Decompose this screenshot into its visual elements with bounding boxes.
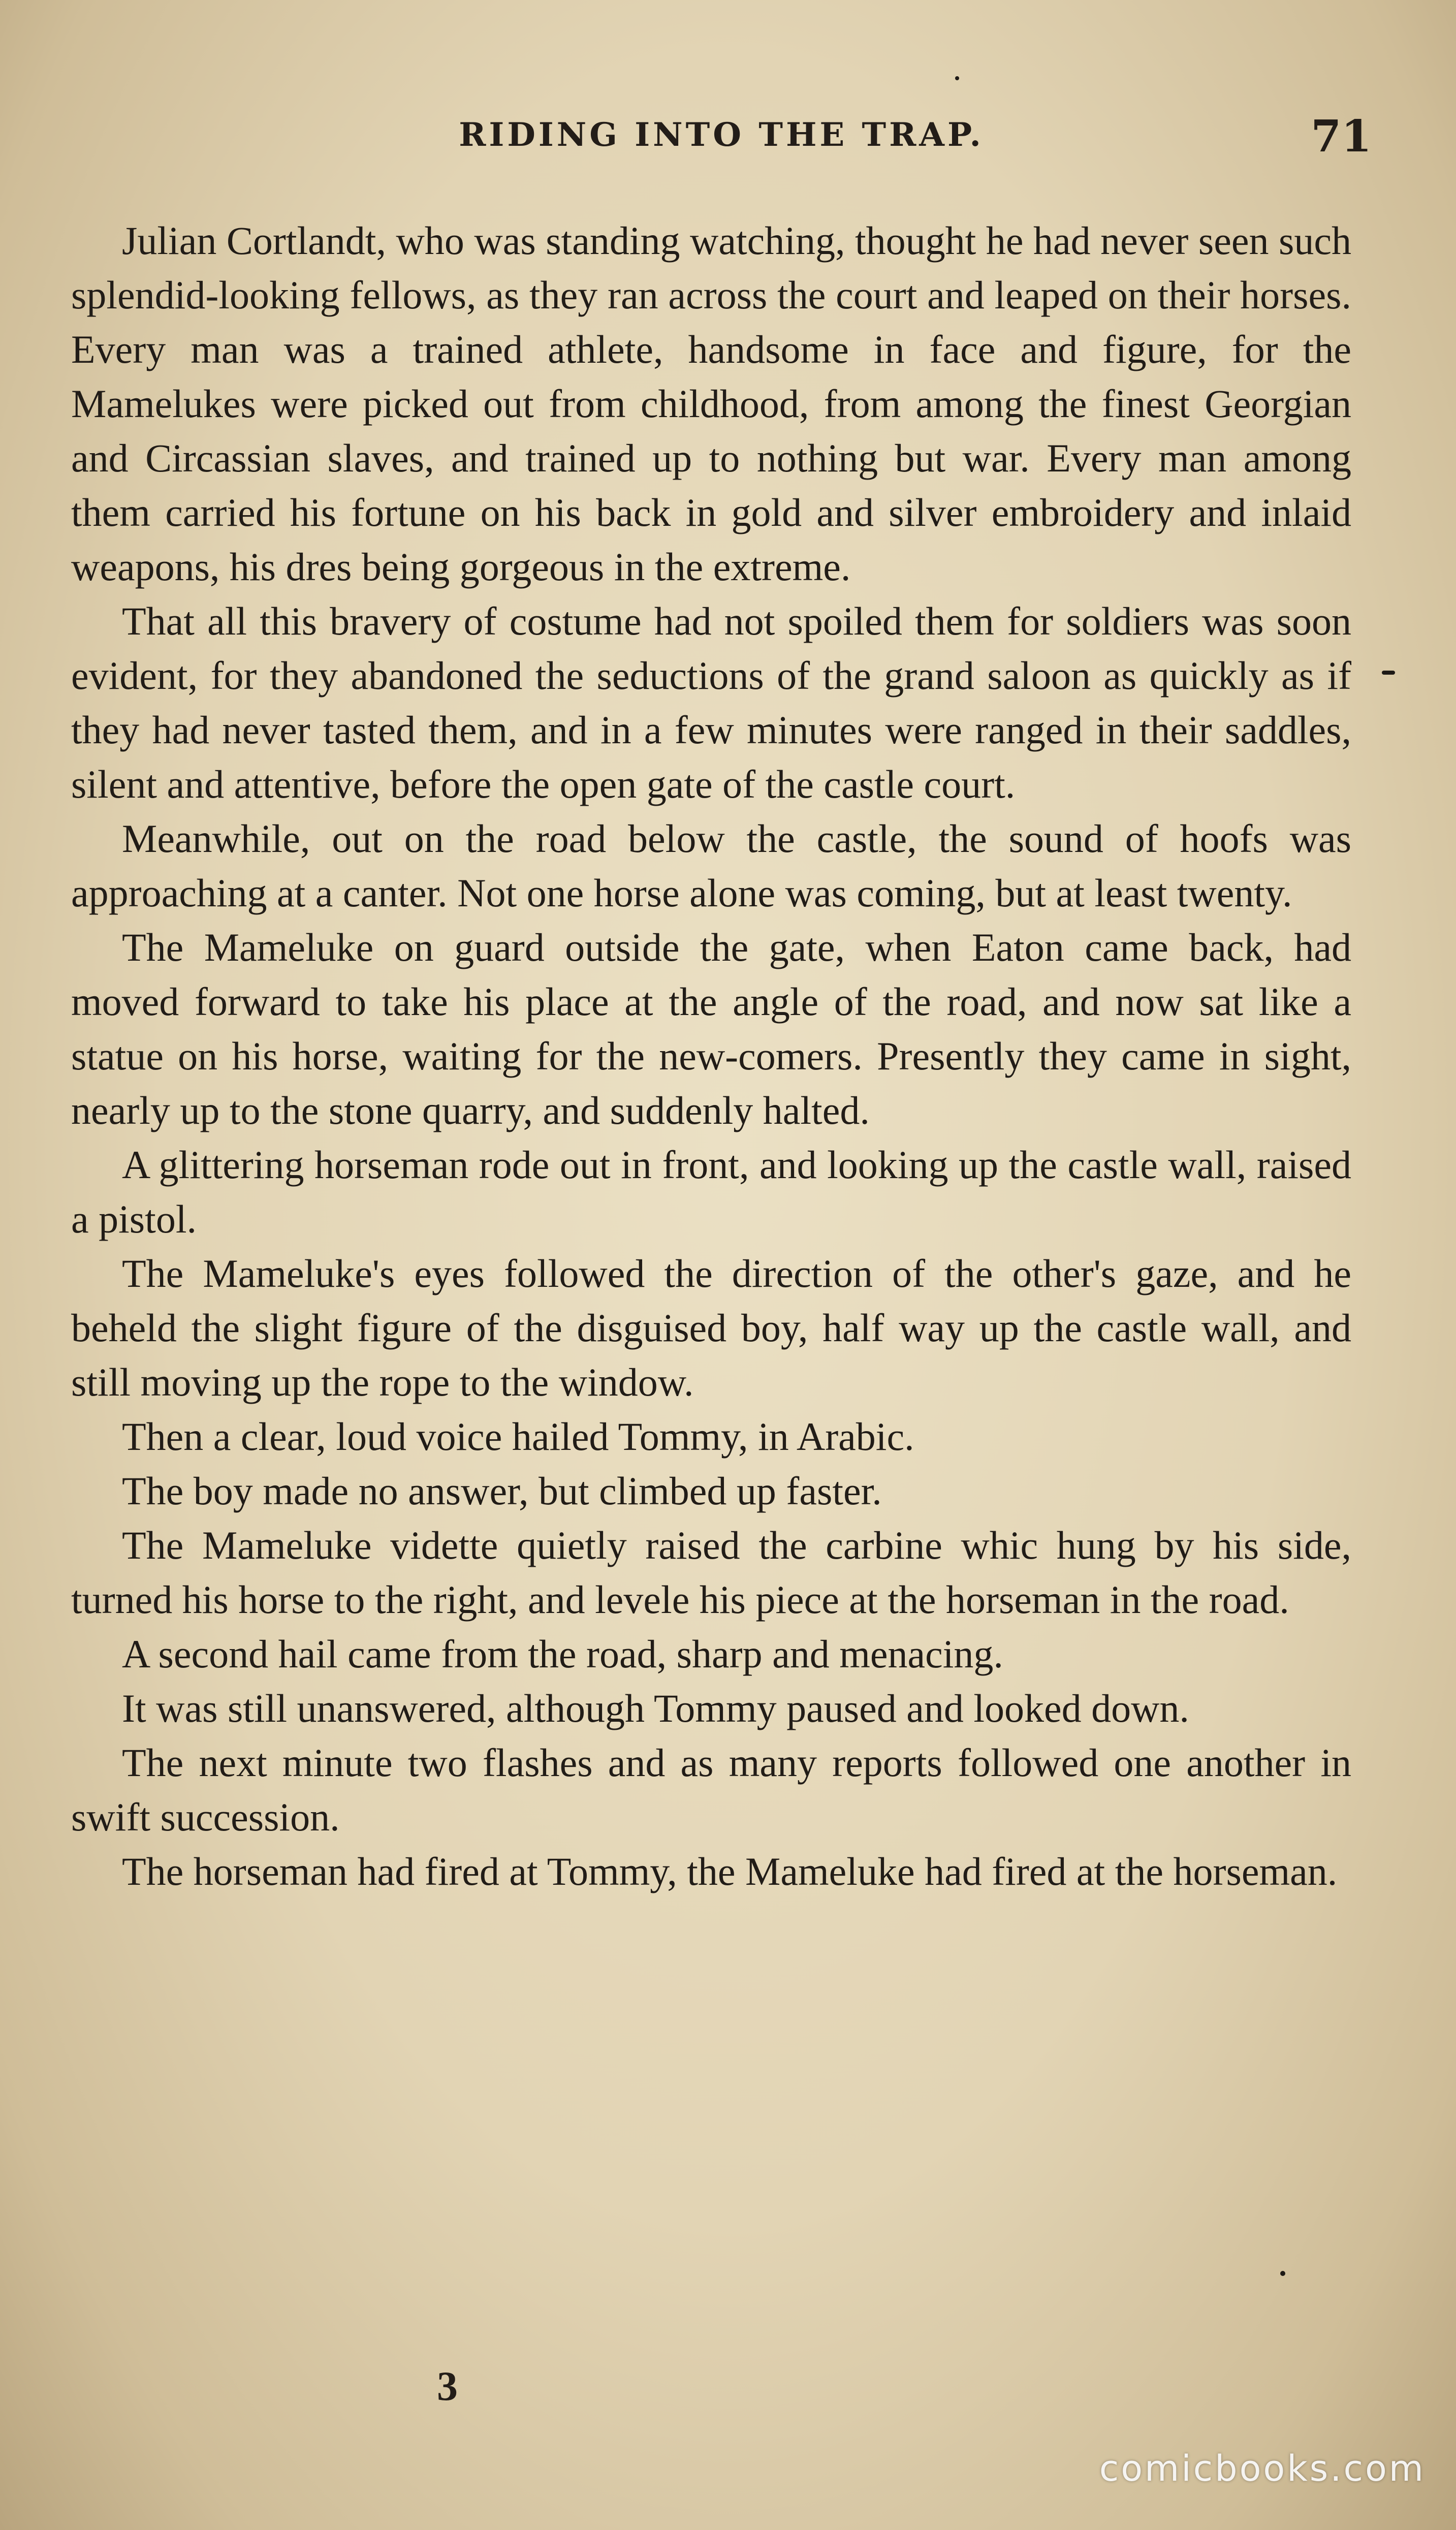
paragraph: Then a clear, loud voice hailed Tommy, in Arabic. <box>122 1414 914 1459</box>
paragraph: Julian Cortlandt, who was standing watching, thought he had never seen such splendid-looking fellows, as they ran across the court and leaped on their horses. Every man was a trained athlete, handsome in face and figure, for the Mamelukes were picked out from childhood, from among the finest Georgian and Circassian slaves, and trained up to nothing but war. Every man among them carried his fortune on his back in gold and silver embroidery and inlaid weapons, his dres being gorgeous in the extreme. <box>71 218 1351 589</box>
ink-fleck <box>1280 2271 1285 2276</box>
paragraph: That all this bravery of costume had not spoiled them for soldiers was soon evident, for they abandoned the seductions of the grand saloon as quickly as if they had never tasted them, and in a few minutes were ranged in their saddles, silent and attentive, before the open gate of the castle court. <box>71 599 1351 806</box>
paragraph: Meanwhile, out on the road below the castle, the sound of hoofs was approaching at a canter. Not one horse alone was coming, but at least twenty. <box>71 816 1351 915</box>
paragraph: The Mameluke vidette quietly raised the carbine whic hung by his side, turned his horse to the right, and levele his piece at the horseman in the road. <box>71 1523 1351 1622</box>
paragraph: The Mameluke on guard outside the gate, when Eaton came back, had moved forward to take his place at the angle of the road, and now sat like a statue on his horse, waiting for the new-comers. Presently they came in sight, nearly up to the stone quarry, and suddenly halted. <box>71 925 1351 1132</box>
paragraph: The Mameluke's eyes followed the direction of the other's gaze, and he beheld the slight figure of the disguised boy, half way up the castle wall, and still moving up the rope to the window. <box>71 1251 1351 1404</box>
paragraph: A glittering horseman rode out in front, and looking up the castle wall, raised a pistol. <box>71 1143 1351 1241</box>
paragraph: A second hail came from the road, sharp and menacing. <box>122 1632 1003 1676</box>
paragraph: The next minute two flashes and as many reports followed one another in swift succession. <box>71 1741 1351 1839</box>
running-head: RIDING INTO THE TRAP. <box>459 116 984 154</box>
ink-fleck <box>1382 671 1395 675</box>
page-header <box>71 111 1372 172</box>
paragraph: The boy made no answer, but climbed up faster. <box>122 1469 882 1513</box>
ink-fleck <box>955 76 959 80</box>
page-number: 71 <box>1311 111 1372 162</box>
body-text <box>71 213 1351 1899</box>
watermark: comicbooks.com <box>1099 2448 1426 2489</box>
signature-mark: 3 <box>437 2363 458 2409</box>
paragraph: The horseman had fired at Tommy, the Mameluke had fired at the horseman. <box>122 1849 1338 1893</box>
paragraph: It was still unanswered, although Tommy paused and looked down. <box>122 1686 1189 1730</box>
